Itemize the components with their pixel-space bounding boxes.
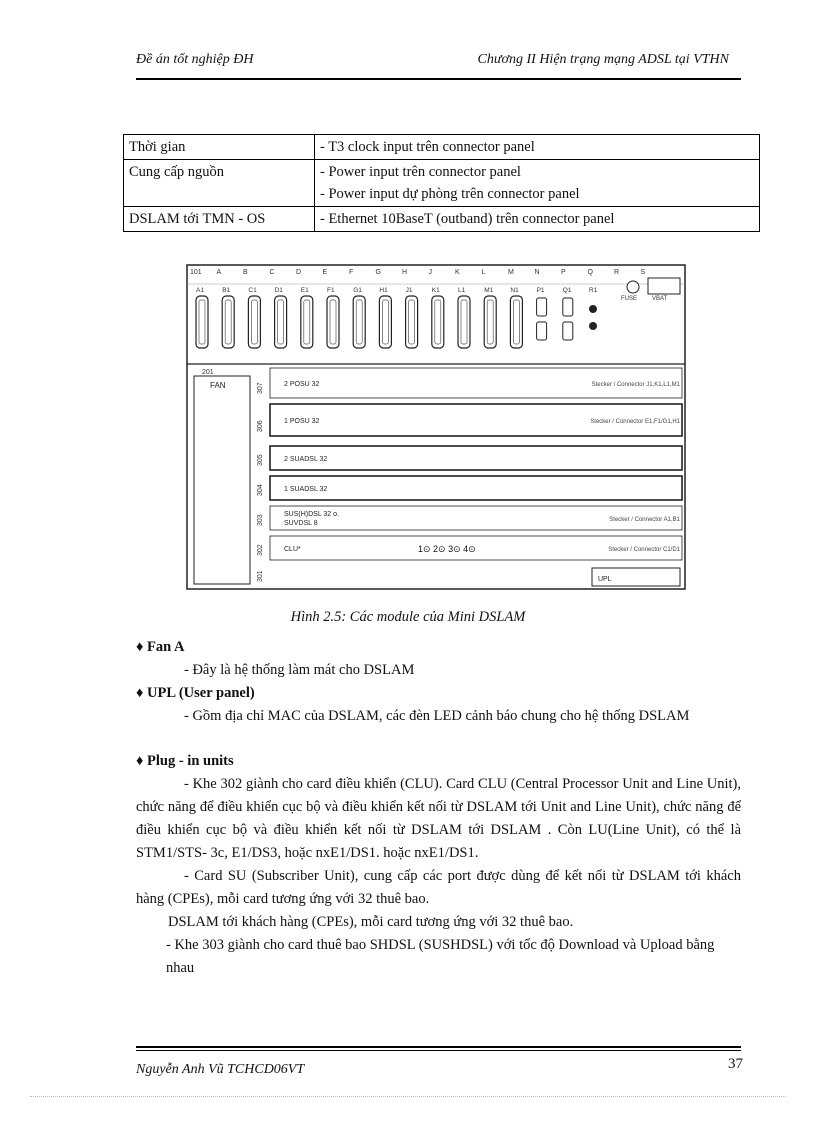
header-right: Chương II Hiện trạng mạng ADSL tại VTHN (477, 52, 729, 67)
column-letter: C (269, 269, 275, 276)
upl-heading: ♦ UPL (User panel) (136, 685, 255, 701)
table-row (124, 135, 760, 160)
slot-connector: Stecker / Connector J1,K1,L1,M1 (591, 382, 680, 388)
slot-number: 303 (257, 514, 264, 526)
connector-label: D1 (274, 287, 283, 294)
slot-connector: Stecker / Connector A1,B1 (609, 517, 680, 523)
connector-label: F1 (327, 287, 335, 294)
mini-dslam-figure (186, 264, 686, 590)
column-letter: K (455, 269, 460, 276)
connector-label: A1 (196, 287, 204, 294)
small-connector-icon (563, 298, 573, 316)
slot-number: 302 (257, 544, 264, 556)
column-letter: J (428, 269, 432, 276)
column-letter: F (349, 269, 354, 276)
paragraph-2: - Card SU (Subscriber Unit), cung cấp các port được dùng để kết nối từ DSLAM tới khách hàng (CPEs), mỗi card tương ứng với 32 thuê bao. (136, 868, 741, 907)
page-header (136, 52, 741, 76)
slot-name: CLU* (284, 546, 301, 553)
connector-label: M1 (484, 287, 494, 294)
connector-label: G1 (353, 287, 362, 294)
connector-icon (484, 296, 496, 348)
slot-number: 301 (257, 570, 264, 582)
plug-heading: ♦ Plug - in units (136, 753, 234, 769)
column-letter: A (216, 269, 222, 276)
column-letter: G (375, 269, 381, 276)
connector-icon (222, 296, 234, 348)
slot-name: 1 SUADSL 32 (284, 486, 328, 493)
slot-number: 304 (257, 484, 264, 496)
column-letter: Q (587, 269, 593, 276)
paragraph-1: - Khe 302 giành cho card điều khiển (CLU). Card CLU (Central Processor Unit and Line Unit), chức năng để điều khiển cục bộ và điều khiển kết nối từ DSLAM tới Unit and Line Unit), chức năng để điều khiển cục bộ và điều khiển kết nối từ DSLAM tới DSLAM . Còn LU(Line Unit), có thể là STM1/STS- 3c, E1/DS3, hoặc nxE1/DS1. hoặc nxE1/DS1. (136, 776, 741, 861)
table-cell: Cung cấp nguồn (124, 160, 315, 207)
slot-connector: Stecker / Connector E1,F1/G1,H1 (590, 419, 680, 425)
clu-ports: 1⊙ 2⊙ 3⊙ 4⊙ (418, 544, 476, 554)
connector-label: R1 (589, 287, 598, 294)
cell-line: - T3 clock input trên connector panel (320, 139, 535, 155)
footer-rule-thin (136, 1050, 741, 1051)
column-letter: R (614, 269, 620, 276)
slot-305 (270, 446, 682, 470)
footer-author: Nguyễn Anh Vũ TCHCD06VT (136, 1062, 305, 1077)
connector-label: L1 (458, 287, 466, 294)
column-letter: S (640, 269, 646, 276)
fan-unit (194, 376, 250, 584)
led-icon (589, 305, 597, 313)
small-connector-icon (537, 298, 547, 316)
column-letter: 101 (190, 269, 202, 276)
slot-name: 1 POSU 32 (284, 418, 320, 425)
slot-connector: Stecker / Connector C1/D1 (608, 547, 680, 553)
connector-icon (327, 296, 339, 348)
small-connector-icon (537, 322, 547, 340)
upl-desc: - Gồm địa chỉ MAC của DSLAM, các đèn LED cảnh báo chung cho hệ thống DSLAM (184, 708, 690, 724)
fan-heading: ♦ Fan A (136, 639, 185, 655)
slot-number: 306 (257, 420, 264, 432)
slot-name-2: SUVDSL 8 (284, 520, 318, 527)
slot-number: 307 (257, 382, 264, 394)
fan-number: 201 (202, 369, 214, 376)
table-row (124, 160, 760, 207)
connector-label: E1 (300, 287, 309, 294)
connector-label: C1 (248, 287, 257, 294)
connector-icon (379, 296, 391, 348)
mini-dslam-diagram (186, 264, 686, 590)
small-connector-icon (563, 322, 573, 340)
figure-caption: Hình 2.5: Các module của Mini DSLAM (290, 609, 526, 625)
page-number: 37 (728, 1056, 743, 1072)
table-cell: DSLAM tới TMN - OS (124, 207, 315, 232)
column-letter: M (508, 269, 514, 276)
column-letter: N (534, 269, 540, 276)
slot-name: SUS(H)DSL 32 o. (284, 511, 339, 518)
connector-label: Q1 (562, 287, 572, 294)
led-icon (589, 322, 597, 330)
footer-rule (136, 1046, 741, 1048)
slot-304 (270, 476, 682, 500)
connector-icon (248, 296, 260, 348)
connector-label: H1 (379, 287, 388, 294)
connector-label: N1 (510, 287, 519, 294)
table-cell (315, 135, 760, 160)
fuse-icon (627, 281, 639, 293)
body-text (136, 636, 741, 980)
vbat-label: VBAT (652, 296, 668, 302)
connector-icon (301, 296, 313, 348)
paragraph-2b: DSLAM tới khách hàng (CPEs), mỗi card tương ứng với 32 thuê bao. (168, 914, 574, 930)
bottom-dotted-line (30, 1096, 786, 1097)
connector-icon (432, 296, 444, 348)
table-row (124, 207, 760, 232)
cell-line: - Ethernet 10BaseT (outband) trên connector panel (320, 211, 615, 227)
header-left: Đề án tốt nghiệp ĐH (136, 52, 254, 67)
fan-label: FAN (210, 381, 226, 390)
table-cell (315, 207, 760, 232)
column-letter: H (402, 269, 408, 276)
column-letter: D (296, 269, 302, 276)
connector-icon (510, 296, 522, 348)
slot-number: 305 (257, 454, 264, 466)
fan-desc: - Đây là hệ thống làm mát cho DSLAM (184, 662, 415, 678)
column-letter: P (561, 269, 566, 276)
slot-name: 2 POSU 32 (284, 381, 320, 388)
cell-line: - Power input dự phòng trên connector panel (320, 186, 580, 202)
connector-label: P1 (536, 287, 545, 294)
paragraph-3: - Khe 303 giành cho card thuê bao SHDSL (SUSHDSL) với tốc độ Download và Upload bằng nhau (166, 937, 715, 976)
table-cell (315, 160, 760, 207)
connector-icon (353, 296, 365, 348)
connector-icon (275, 296, 287, 348)
column-letter: B (243, 269, 248, 276)
connector-label: K1 (431, 287, 440, 294)
fuse-label: FUSE (621, 296, 638, 302)
connector-icon (196, 296, 208, 348)
column-letter: E (322, 269, 328, 276)
vbat-connector-icon (648, 278, 680, 294)
table-cell: Thời gian (124, 135, 315, 160)
connector-icon (406, 296, 418, 348)
upl-label: UPL (598, 576, 612, 583)
cell-line: - Power input trên connector panel (320, 164, 521, 180)
spec-table (123, 134, 760, 232)
connector-label: J1 (405, 287, 413, 294)
header-rule (136, 78, 741, 80)
connector-icon (458, 296, 470, 348)
connector-label: B1 (222, 287, 231, 294)
column-letter: L (481, 269, 486, 276)
slot-name: 2 SUADSL 32 (284, 456, 328, 463)
